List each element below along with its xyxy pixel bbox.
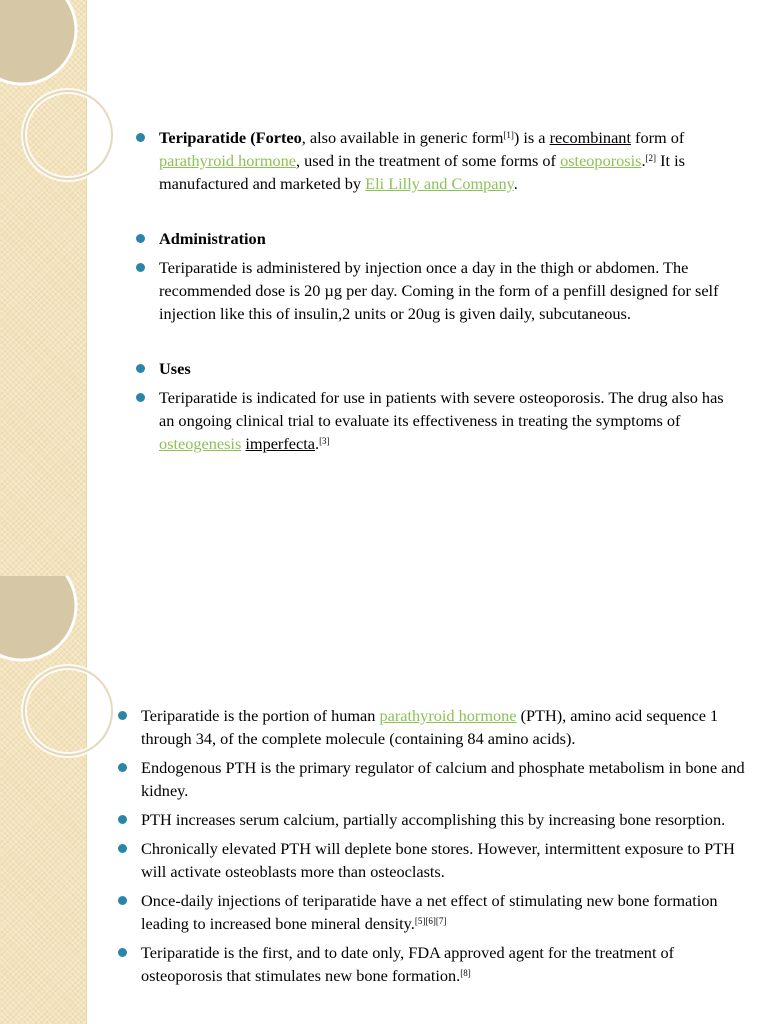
imperfecta-link[interactable]: imperfecta [245, 434, 315, 453]
list-item: Once-daily injections of teriparatide have a net effect of stimulating new bone formation leading to increased bone mineral density.[5][6][7] [118, 889, 748, 935]
list-item: PTH increases serum calcium, partially accomplishing this by increasing bone resorption. [118, 808, 748, 831]
drug-name: Teriparatide [159, 128, 247, 147]
recombinant-link[interactable]: recombinant [549, 128, 631, 147]
brand-name: Forteo [255, 128, 302, 147]
citation[interactable]: [8] [460, 968, 471, 978]
decorative-rings [0, 0, 120, 200]
administration-text: Teriparatide is administered by injection once a day in the thigh or abdomen. The recommended dose is 20 µg per day. Coming in the form of a penfill designed for self injection like this of insulin,2 units or 20ug is given daily, subcutaneous. [159, 258, 719, 323]
slide-2-bullet-list [118, 704, 748, 993]
slide-2 [0, 576, 768, 1024]
osteogenesis-link[interactable]: osteogenesis [159, 434, 242, 453]
eli-lilly-link[interactable]: Eli Lilly and Company [365, 174, 514, 193]
list-item: Teriparatide (Forteo, also available in generic form[1]) is a recombinant form of parathyroid hormone, used in the treatment of some forms of osteoporosis.[2] It is manufactured and marketed by Eli Lilly and Company. [136, 126, 741, 195]
osteoporosis-link[interactable]: osteoporosis [560, 151, 642, 170]
citation[interactable]: [2] [645, 153, 657, 163]
citation[interactable]: [3] [319, 436, 330, 446]
list-item [136, 227, 741, 250]
decorative-rings [0, 576, 120, 776]
list-item [136, 256, 741, 325]
slide-1-bullet-list [136, 126, 741, 455]
list-item: Teriparatide is the portion of human parathyroid hormone (PTH), amino acid sequence 1 through 34, of the complete molecule (containing 84 amino acids). [118, 704, 748, 750]
citation[interactable]: [1] [503, 130, 514, 140]
list-item: Endogenous PTH is the primary regulator of calcium and phosphate metabolism in bone and kidney. [118, 756, 748, 802]
list-item: Teriparatide is the first, and to date only, FDA approved agent for the treatment of osteoporosis that stimulates new bone formation.[8] [118, 941, 748, 987]
uses-heading: Uses [159, 359, 191, 378]
parathyroid-hormone-link[interactable]: parathyroid hormone [379, 706, 517, 725]
citation[interactable]: [5][6][7] [414, 916, 447, 926]
administration-heading: Administration [159, 229, 266, 248]
parathyroid-hormone-link[interactable]: parathyroid hormone [159, 151, 296, 170]
list-item: Teriparatide is indicated for use in patients with severe osteoporosis. The drug also has an ongoing clinical trial to evaluate its effectiveness in treating the symptoms of osteogenesis imperfecta.[3] [136, 386, 741, 455]
list-item: Chronically elevated PTH will deplete bone stores. However, intermittent exposure to PTH will activate osteoblasts more than osteoclasts. [118, 837, 748, 883]
list-item [136, 357, 741, 380]
